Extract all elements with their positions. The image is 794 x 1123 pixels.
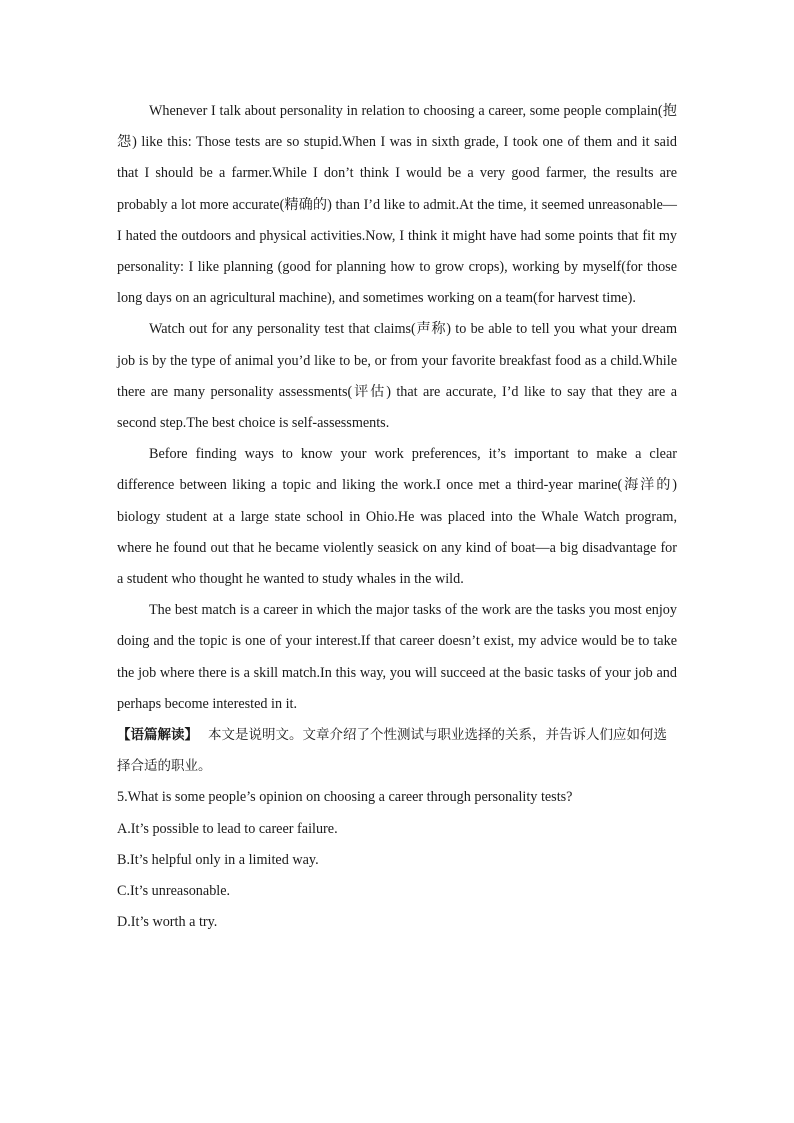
document-page [117, 96, 677, 938]
option-a: A.It’s possible to lead to career failure. [117, 820, 338, 837]
passage-paragraph-2: Watch out for any personality test that claims(声称) to be able to tell you what your dream job is by the type of animal you’d like to be, or from your favorite breakfast food as a child.While there are many personality assessments(评估) that are accurate, I’d like to say that they are a second step.The best choice is self-assessments. [117, 321, 677, 432]
analysis-tag: 【语篇解读】 [117, 727, 198, 744]
passage-paragraph-3: Before finding ways to know your work preferences, it’s important to make a clear difference between liking a topic and liking the work.I once met a third-year marine(海洋的) biology student at a large state school in Ohio.He was placed into the Whale Watch program, where he found out that he became violently seasick on any kind of boat—a big disadvantage for a student who thought he wanted to study whales in the wild. [117, 446, 677, 588]
option-c: C.It’s unreasonable. [117, 883, 231, 900]
passage-paragraph-1: Whenever I talk about personality in relation to choosing a career, some people complain(抱怨) like this: Those tests are so stupid.When I was in sixth grade, I took one of them and it said that I should be a farmer.While I don’t think I would be a very good farmer, the results are probably a lot more accurate(精确的) than I’d like to admit.At the time, it seemed unreasonable—I hated the outdoors and physical activities.Now, I think it might have had some points that fit my personality: I like planning (good for planning how to grow crops), working by myself(for those long days on an agricultural machine), and sometimes working on a team(for harvest time). [117, 103, 677, 307]
option-d: D.It’s worth a try. [117, 914, 218, 931]
option-b: B.It’s helpful only in a limited way. [117, 851, 319, 868]
analysis-text: 本文是说明文。文章介绍了个性测试与职业选择的关系，并告诉人们应如何选择合适的职业。 [117, 727, 667, 775]
passage-analysis [117, 720, 677, 782]
question-stem: 5.What is some people’s opinion on choosing a career through personality tests? [117, 789, 573, 806]
passage-paragraph-4: The best match is a career in which the major tasks of the work are the tasks you most enjoy doing and the topic is one of your interest.If that career doesn’t exist, my advice would be to take the job where there is a skill match.In this way, you will succeed at the basic tasks of your job and perhaps become interested in it. [117, 602, 677, 712]
